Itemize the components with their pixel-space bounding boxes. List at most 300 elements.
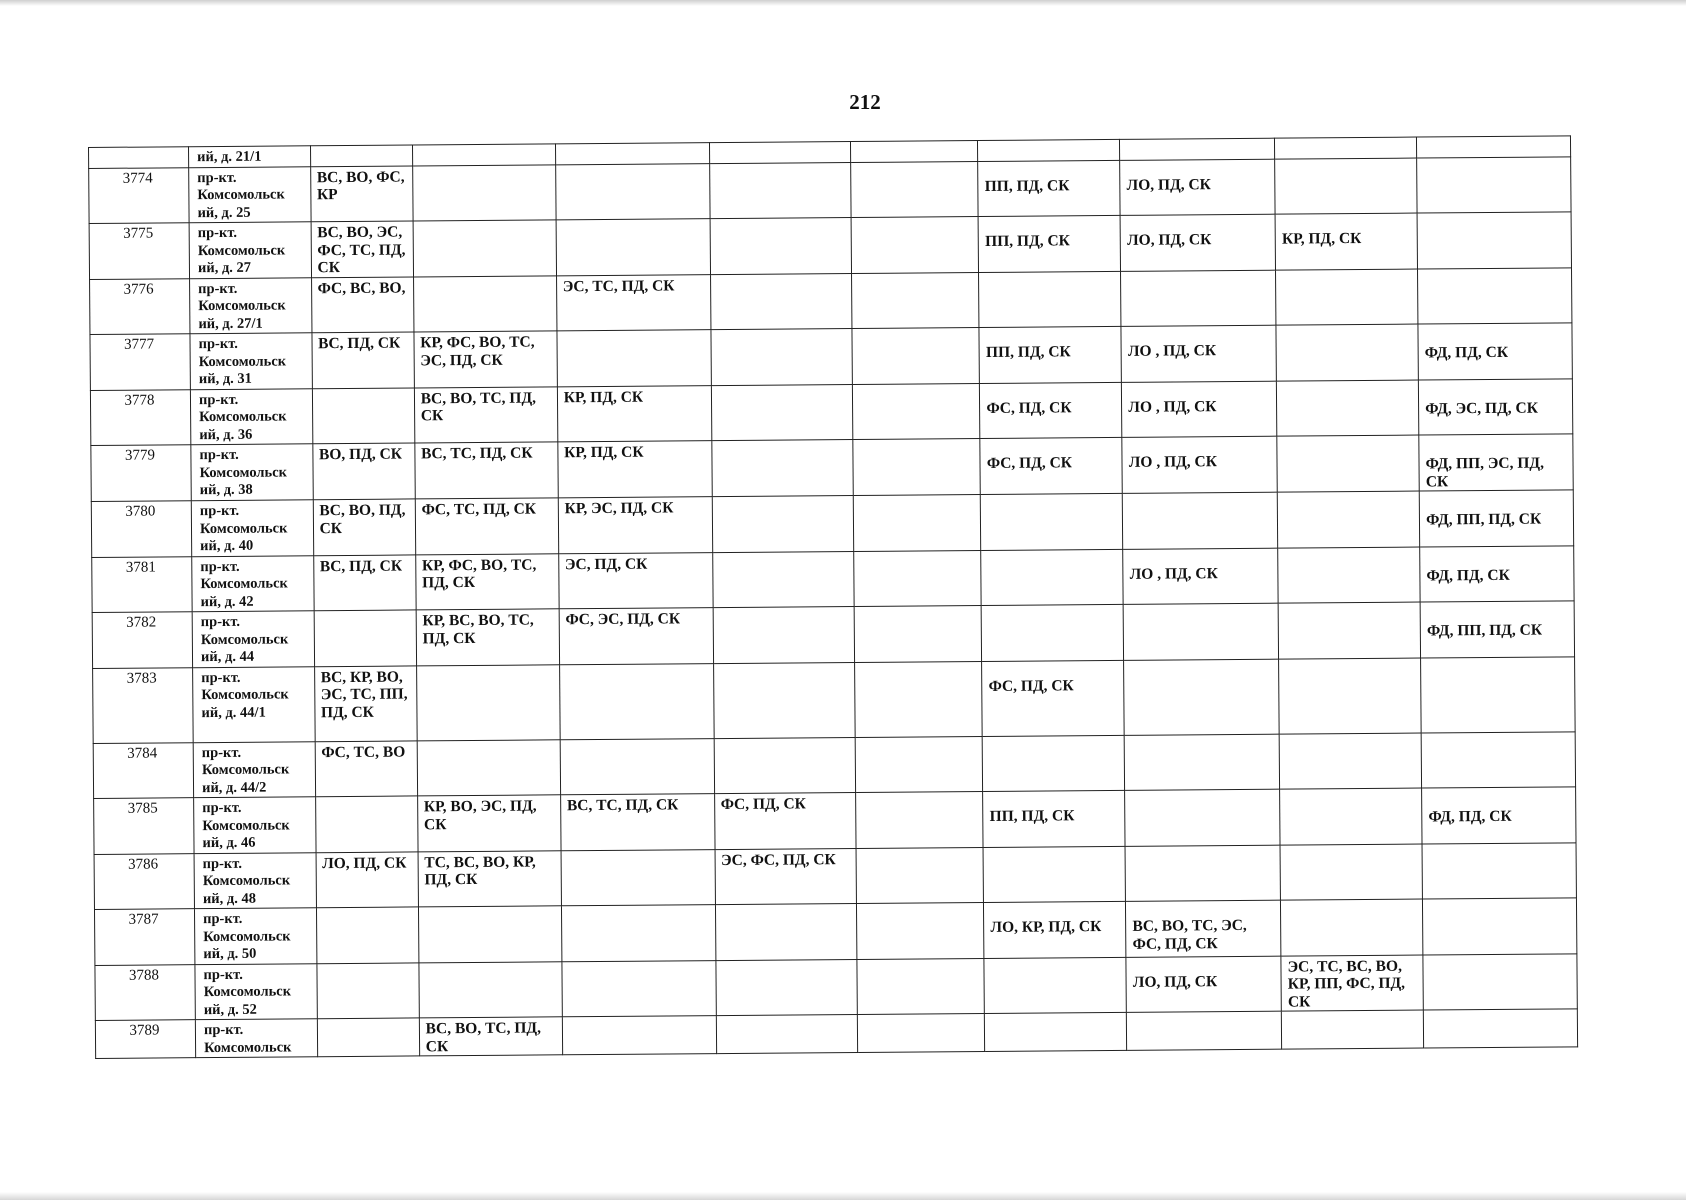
address-line: Комсомольск	[200, 630, 289, 648]
cell-text: ВС, ВО, ПД, СК	[319, 501, 406, 537]
cell-text: ФС, ТС, ВО	[321, 743, 406, 761]
cell-text: ЭС, ФС, ПД, СК	[721, 850, 836, 869]
cell-text: ЛО , ПД, СК	[1128, 453, 1218, 471]
address-cell	[193, 666, 315, 742]
cell-text: КР, ФС, ВО, ТС, ПД, СК	[421, 555, 537, 592]
address-line: Комсомольск	[203, 983, 292, 1001]
address-line: Комсомольск	[197, 241, 286, 259]
table-cell-c1	[316, 907, 419, 963]
table-cell-c9	[1421, 656, 1575, 732]
table-cell-c8	[1277, 380, 1419, 437]
table-cell-c9	[1417, 156, 1571, 213]
table-cell-c1	[314, 610, 417, 666]
table-cell	[1275, 137, 1417, 159]
table-cell-c8	[1281, 1010, 1423, 1049]
cell-text: КР, ПД, СК	[564, 443, 644, 462]
table-cell-c1	[311, 276, 414, 332]
cell-text: КР, ФС, ВО, ТС, ЭС, ПД, СК	[420, 333, 535, 369]
address-line: Комсомольск	[200, 575, 288, 593]
table-cell-c8	[1278, 602, 1420, 659]
table-cell-c2	[416, 664, 560, 740]
document-table-wrapper	[88, 135, 1578, 1059]
cell-text	[1423, 159, 1566, 178]
cell-text: ФС, ПД, СК	[986, 454, 1073, 472]
table-cell-c2	[418, 906, 561, 963]
table-cell-c8	[1275, 213, 1417, 270]
cell-text	[1282, 271, 1413, 286]
table-cell-c5	[853, 383, 980, 439]
table-cell-c8	[1275, 158, 1417, 215]
address-line: ий, д. 42	[200, 593, 254, 610]
table-cell-c3	[557, 385, 711, 442]
table-cell-c3	[559, 608, 713, 665]
cell-text: ВС, ПД, СК	[319, 557, 403, 575]
table-cell-c9	[1423, 953, 1577, 1010]
address-line: ий, д. 27/1	[198, 315, 263, 332]
table-cell-c3	[558, 497, 712, 554]
table-cell-c8	[1279, 733, 1421, 790]
cell-text: ЭС, ТС, ПД, СК	[562, 276, 675, 295]
table-cell-c1	[315, 740, 418, 796]
table-cell-c4	[710, 273, 852, 330]
table-cell-c9	[1421, 731, 1575, 788]
cell-text: КР, ПД, СК	[1281, 230, 1362, 248]
address-line: пр-кт.	[197, 224, 238, 242]
table-cell-c2	[412, 164, 555, 221]
cell-text: КР, ЭС, ПД, СК	[564, 499, 674, 518]
table-cell-c3	[556, 219, 710, 276]
table-cell-c6	[984, 901, 1126, 958]
table-cell-c4	[712, 551, 854, 608]
table-cell-c8	[1281, 899, 1423, 956]
address-line: пр-кт.	[201, 744, 242, 761]
cell-text	[988, 551, 1119, 566]
table-cell-c8	[1279, 658, 1422, 734]
cell-text	[1427, 659, 1570, 678]
cell-text	[1424, 270, 1567, 289]
cell-text: ЛО, ПД, СК	[1132, 972, 1218, 991]
cell-text	[1133, 1014, 1277, 1029]
table-cell-c1	[315, 796, 418, 852]
table-cell	[1120, 138, 1275, 160]
address-line: Комсомольск	[202, 816, 290, 834]
table-cell-c8	[1281, 955, 1423, 1012]
table-cell-c7	[1122, 381, 1277, 438]
table-cell-c2	[413, 220, 556, 277]
table-cell-c6	[978, 160, 1120, 217]
cell-text: ПП, ПД, СК	[984, 176, 1070, 195]
table-cell	[412, 144, 555, 166]
table-cell-c3	[558, 552, 712, 609]
table-cell-c5	[854, 550, 981, 606]
table-cell-c1	[314, 665, 417, 741]
table-cell-c6	[978, 215, 1120, 272]
address-line: ий, д. 25	[197, 204, 251, 221]
table-cell-c7	[1122, 436, 1277, 493]
address-cell	[191, 444, 313, 501]
address-line: ий, д. 40	[200, 537, 254, 555]
cell-text: ФД, ПД, СК	[1424, 343, 1509, 362]
table-cell-c5	[856, 847, 983, 903]
address-line: пр-кт.	[199, 502, 240, 520]
cell-text: ЭС, ПД, СК	[564, 555, 648, 573]
table-cell-c5	[856, 736, 983, 792]
cell-text	[1285, 605, 1416, 620]
table-cell-c3	[560, 738, 714, 795]
table-cell-c6	[981, 549, 1123, 606]
table-cell-c6	[984, 957, 1126, 1014]
table-cell-c6	[982, 660, 1125, 736]
table-cell-c6	[983, 846, 1125, 903]
cell-text: ВС, ВО, ТС, ПД, СК	[425, 1019, 541, 1055]
table-cell-c4	[711, 439, 853, 496]
table-cell-c7	[1125, 789, 1280, 846]
table-cell-c5	[855, 605, 982, 661]
table-cell-c4	[715, 959, 857, 1016]
address-line: Комсомольск	[201, 686, 289, 704]
address-line: пр-кт.	[200, 613, 241, 631]
address-line: ий, д. 44	[200, 648, 255, 666]
address-line: ий, д. 38	[199, 481, 253, 499]
cell-text	[1130, 606, 1274, 621]
cell-text	[988, 607, 1119, 622]
table-cell-c8	[1277, 435, 1419, 492]
table-cell-c7	[1126, 900, 1281, 957]
address-line: ий, д. 50	[203, 945, 257, 963]
table-cell-c6	[980, 382, 1122, 439]
address-cell: ий, д. 21/1	[189, 146, 311, 167]
table-cell-c2	[414, 331, 557, 388]
table-cell-c6	[983, 790, 1125, 847]
cell-text: ВС, КР, ВО, ЭС, ТС, ПП, ПД, СК	[320, 668, 408, 721]
cell-text: ФС, ВС, ВО,	[317, 279, 406, 297]
table-cell-c2	[415, 442, 558, 499]
cell-text	[1428, 734, 1571, 753]
table-cell-c7	[1124, 659, 1279, 735]
cell-text	[1287, 846, 1418, 861]
table-cell-c6	[980, 437, 1122, 494]
table-cell-c6	[979, 326, 1121, 383]
table-cell-c3	[561, 849, 715, 906]
cell-text: ВС, ВО, ТС, ЭС, ФС, ПД, СК	[1132, 916, 1247, 953]
cell-text	[990, 848, 1121, 863]
table-cell-c9	[1423, 898, 1577, 955]
address-cell	[192, 611, 314, 667]
cell-text	[1284, 494, 1415, 509]
cell-text	[991, 959, 1122, 974]
table-cell-c9	[1417, 212, 1571, 269]
table-cell-c9	[1420, 601, 1574, 658]
cell-text: ВС, ТС, ПД, СК	[421, 444, 533, 463]
cell-text	[1430, 1011, 1573, 1030]
row-number: 3783	[93, 667, 194, 743]
table-cell	[709, 142, 851, 164]
cell-text: ПП, ПД, СК	[985, 232, 1070, 250]
cell-text: ВС, ПД, СК	[318, 334, 401, 353]
cell-text: ВС, ТС, ПД, СК	[566, 796, 679, 815]
cell-text	[1131, 736, 1275, 751]
table-cell-c4	[714, 737, 856, 794]
cell-text	[1131, 792, 1275, 807]
table-cell	[89, 147, 189, 168]
cell-text: ФД, ПД, СК	[1426, 566, 1510, 585]
table-cell-c5	[852, 328, 979, 384]
table-cell	[851, 141, 978, 162]
address-line: пр-кт.	[198, 335, 238, 353]
address-line: ий, д. 44/2	[201, 779, 267, 796]
cell-text: ТС, ВС, ВО, КР, ПД, СК	[424, 853, 536, 889]
row-number: 3784	[93, 742, 193, 798]
table-cell-c1	[310, 165, 413, 221]
table-cell	[978, 139, 1120, 161]
table-cell-c2	[417, 739, 560, 796]
address-line: Комсомольск	[199, 519, 288, 537]
address-cell	[189, 222, 311, 278]
table-cell-c7	[1121, 325, 1276, 382]
address-cell	[195, 908, 317, 964]
row-number: 3781	[92, 556, 192, 612]
address-line: пр-кт.	[198, 280, 238, 297]
cell-text	[1132, 847, 1276, 862]
table-cell-c8	[1280, 844, 1422, 901]
cell-text: ЛО , ПД, СК	[1129, 564, 1218, 583]
cell-text: ФД, ПП, ПД, СК	[1426, 621, 1543, 640]
address-cell	[195, 963, 317, 1019]
cell-text: ВС, ВО, ФС, КР	[316, 168, 405, 204]
table-cell-c7	[1120, 159, 1275, 216]
address-cell	[194, 797, 316, 853]
table-cell-c3	[562, 1016, 716, 1055]
table-cell-c9	[1418, 323, 1572, 380]
table-cell-c9	[1422, 842, 1576, 899]
table-cell-c2	[416, 609, 559, 666]
cell-text	[1130, 661, 1274, 676]
address-line: пр-кт.	[203, 966, 243, 983]
table-cell-c1	[313, 554, 416, 610]
cell-text: ВС, ВО, ЭС, ФС, ТС, ПД, СК	[317, 223, 406, 277]
table-cell-c5	[851, 161, 978, 217]
cell-text: ЛО , ПД, СК	[1128, 397, 1217, 416]
row-number: 3775	[89, 223, 189, 279]
table-cell-c5	[857, 902, 984, 958]
table-cell-c7	[1127, 1011, 1282, 1050]
table-cell-c3	[558, 441, 712, 498]
table-cell-c5	[852, 272, 979, 328]
table-cell-c8	[1280, 788, 1422, 845]
table-cell	[1417, 136, 1571, 158]
table-cell-c4	[713, 606, 855, 663]
table-cell-c7	[1125, 845, 1280, 902]
address-cell	[189, 166, 311, 222]
table-cell-c4	[716, 1014, 858, 1053]
cell-text: ЛО, ПД, СК	[1126, 231, 1212, 249]
cell-text: ФС, ТС, ПД, СК	[421, 500, 537, 519]
address-cell	[194, 852, 316, 908]
table-cell-c1	[316, 851, 419, 907]
address-line: пр-кт.	[201, 669, 241, 686]
row-number: 3777	[90, 334, 190, 390]
cell-text	[1430, 956, 1573, 975]
table-cell-c9	[1423, 1009, 1577, 1048]
cell-text	[991, 1015, 1122, 1030]
table-cell-c1	[316, 962, 419, 1018]
table-cell-c2	[414, 386, 557, 443]
table-cell-c6	[981, 493, 1123, 550]
cell-text	[1424, 214, 1567, 233]
table-cell-c5	[856, 791, 983, 847]
address-line: пр-кт.	[200, 558, 240, 575]
address-line: Комсомольск	[202, 872, 291, 890]
table-cell-c1	[312, 443, 415, 500]
table-cell-c4	[710, 218, 852, 275]
cell-text: КР, ПД, СК	[563, 388, 644, 406]
table-cell-c8	[1276, 269, 1418, 326]
table-cell-c7	[1123, 548, 1278, 605]
table-cell-c5	[854, 495, 981, 551]
cell-text: ФД, ПП, ПД, СК	[1426, 510, 1542, 529]
table-cell-c5	[857, 958, 984, 1014]
table-cell-c2	[417, 795, 560, 852]
address-line: ий, д. 52	[203, 1001, 257, 1018]
register-table-body	[89, 136, 1578, 1059]
table-cell-c1	[317, 1018, 419, 1057]
address-line: пр-кт.	[202, 799, 242, 817]
address-cell	[192, 555, 314, 611]
table-cell-c9	[1418, 378, 1572, 435]
table-cell-c4	[712, 495, 854, 552]
address-line: Комсомольск	[203, 927, 291, 945]
row-number: 3789	[95, 1020, 195, 1059]
cell-text	[1286, 735, 1417, 750]
table-cell-c3	[557, 330, 711, 387]
table-cell-c3	[561, 905, 715, 962]
address-line: Комсомольск	[199, 408, 287, 426]
cell-text	[1283, 438, 1414, 453]
table-cell-c2	[419, 1017, 562, 1056]
table-cell-c5	[855, 661, 982, 737]
address-line: ий, д. 44/1	[201, 704, 266, 721]
cell-text	[1429, 845, 1572, 864]
address-cell	[190, 388, 312, 444]
address-line: пр-кт.	[203, 1021, 244, 1039]
table-cell-c7	[1121, 270, 1276, 327]
table-cell-c4	[714, 792, 856, 849]
table-cell-c2	[415, 553, 558, 610]
register-table	[88, 135, 1578, 1059]
address-line: ий, д. 46	[202, 834, 256, 852]
table-cell-c9	[1422, 787, 1576, 844]
page-number: 212	[849, 90, 881, 114]
cell-text	[1283, 382, 1414, 397]
cell-text: ПП, ПД, СК	[985, 343, 1071, 361]
cell-text: ФС, ПД, СК	[988, 676, 1074, 695]
address-cell	[195, 1019, 317, 1058]
row-number: 3778	[90, 389, 190, 445]
cell-text: ФС, ПД, СК	[986, 398, 1072, 417]
address-line: Комсомольск	[204, 1038, 292, 1056]
table-cell-c7	[1123, 492, 1278, 549]
row-number: 3774	[89, 167, 189, 223]
cell-text	[1285, 660, 1416, 675]
address-line: Комсомольск	[197, 186, 285, 204]
cell-text	[1284, 549, 1415, 564]
row-number: 3786	[94, 853, 194, 909]
table-cell-c3	[562, 960, 716, 1017]
address-line: Комсомольск	[198, 297, 286, 315]
address-cell	[193, 741, 315, 797]
row-number: 3785	[94, 798, 194, 854]
table-cell	[310, 145, 412, 166]
table-cell-c3	[556, 274, 710, 331]
table-cell-c8	[1277, 491, 1419, 548]
row-number: 3779	[91, 445, 191, 502]
cell-text: ВО, ПД, СК	[318, 445, 403, 464]
table-cell-c5	[858, 1013, 985, 1052]
cell-text: ПП, ПД, СК	[989, 807, 1075, 825]
cell-text: ЛО, ПД, СК	[322, 854, 407, 872]
cell-text: ЛО , ПД, СК	[1127, 342, 1217, 360]
address-line: пр-кт.	[202, 855, 242, 872]
address-line: Комсомольск	[199, 463, 288, 481]
table-cell-c1	[311, 332, 414, 388]
address-line: Комсомольск	[198, 352, 287, 370]
address-line: ий, д. 27	[197, 259, 252, 277]
cell-text: КР, ВО, ЭС, ПД, СК	[423, 797, 537, 833]
table-cell	[555, 143, 709, 165]
table-cell-c8	[1278, 547, 1420, 604]
cell-text	[1288, 1013, 1419, 1028]
table-cell-c9	[1419, 434, 1573, 491]
table-cell-c5	[853, 439, 980, 496]
scan-edge-bottom	[0, 1192, 1686, 1200]
cell-text: ФС, ЭС, ПД, СК	[565, 610, 681, 629]
address-line: пр-кт.	[203, 910, 243, 928]
address-line: ий, д. 48	[202, 890, 257, 907]
table-cell-c6	[982, 735, 1124, 792]
table-cell-c4	[709, 162, 851, 219]
table-cell-c6	[985, 1012, 1127, 1051]
table-cell-c4	[715, 848, 857, 905]
address-cell	[191, 500, 313, 556]
address-line: Комсомольск	[201, 761, 290, 779]
table-cell-c3	[560, 794, 714, 851]
cell-text: ФД, ЭС, ПД, СК	[1425, 399, 1539, 418]
cell-text: ЛО, КР, ПД, СК	[990, 918, 1102, 936]
table-cell-c6	[981, 604, 1123, 661]
table-cell-c9	[1418, 267, 1572, 324]
table-cell-c5	[852, 217, 979, 273]
table-cell-c3	[559, 663, 713, 739]
table-cell-c2	[418, 850, 561, 907]
cell-text: ЭС, ТС, ВС, ВО, КР, ПП, ФС, ПД, СК	[1287, 957, 1406, 1011]
table-cell-c7	[1124, 734, 1279, 791]
table-cell-c1	[311, 221, 414, 277]
table-cell-c6	[979, 271, 1121, 328]
cell-text	[1287, 902, 1418, 917]
cell-text	[1286, 791, 1417, 806]
row-number: 3776	[90, 278, 190, 334]
table-cell-c4	[710, 329, 852, 386]
cell-text	[1281, 160, 1412, 175]
address-line: пр-кт.	[197, 169, 237, 186]
row-number: 3788	[95, 964, 195, 1020]
table-row	[93, 656, 1576, 743]
cell-text: ФС, ПД, СК	[720, 795, 806, 814]
table-cell-c8	[1276, 324, 1418, 381]
table-cell-c7	[1120, 214, 1275, 271]
cell-text: КР, ВС, ВО, ТС, ПД, СК	[422, 611, 534, 647]
address-line: пр-кт.	[199, 446, 239, 464]
